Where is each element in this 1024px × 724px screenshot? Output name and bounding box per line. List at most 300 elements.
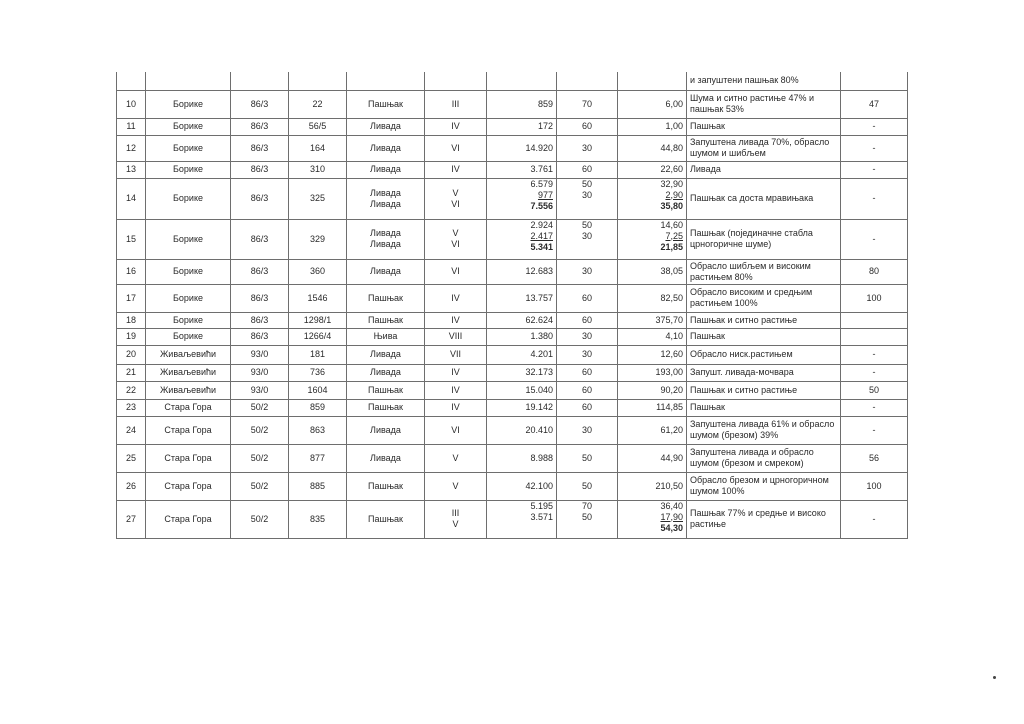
culture-cell	[347, 472, 425, 500]
percent-value: 60	[581, 402, 592, 412]
parcel-number: 329	[289, 219, 347, 259]
table-row	[117, 345, 908, 364]
parcel-number: 360	[289, 259, 347, 284]
last-cell: 47	[841, 90, 908, 118]
last-cell: -	[841, 178, 908, 219]
row-number: 20	[117, 345, 146, 364]
value-cell	[618, 364, 687, 381]
row-number: 10	[117, 90, 146, 118]
cell	[425, 72, 487, 90]
area-value: 6.579	[530, 178, 553, 189]
value-cell	[618, 259, 687, 284]
last-cell: -	[841, 500, 908, 538]
cell	[347, 72, 425, 90]
percent-value: 50	[581, 480, 592, 491]
land-class: III	[451, 98, 460, 109]
area-value: 4.201	[530, 349, 553, 359]
value-amount: 44,90	[660, 452, 683, 463]
percent-value: 30	[581, 142, 592, 153]
last-cell: -	[841, 161, 908, 178]
area-cell	[487, 312, 557, 328]
area-value: 20.410	[525, 424, 553, 435]
last-cell	[841, 328, 908, 345]
land-class: IV	[451, 292, 460, 303]
percent-cell	[557, 135, 618, 161]
value-cell	[618, 118, 687, 135]
cell	[231, 72, 289, 90]
area-value: 13.757	[525, 292, 553, 303]
percent-cell	[557, 284, 618, 312]
culture: Ливада	[370, 142, 401, 153]
percent-cell	[557, 500, 618, 538]
percent-value: 30	[581, 189, 592, 200]
value-amount: 22,60	[660, 164, 683, 174]
land-class-cell	[425, 135, 487, 161]
table-row	[117, 416, 908, 444]
percent-value: 60	[581, 367, 592, 377]
percent-value: 30	[581, 424, 592, 435]
land-class: VIII	[448, 331, 463, 341]
value-cell	[618, 178, 687, 219]
cell	[146, 72, 231, 90]
percent-value: 50	[581, 219, 592, 230]
parcel-number: 181	[289, 345, 347, 364]
area-cell	[487, 364, 557, 381]
parcel-number: 1298/1	[289, 312, 347, 328]
parcel-number: 835	[289, 500, 347, 538]
value-amount: 2,90	[665, 189, 683, 200]
place-name: Борике	[146, 135, 231, 161]
value-amount: 4,10	[665, 331, 683, 341]
last-cell: -	[841, 219, 908, 259]
culture: Пашњак	[368, 314, 403, 325]
land-class: V	[452, 452, 459, 463]
land-class: V	[452, 187, 459, 198]
place-name: Стара Гора	[146, 444, 231, 472]
description-cell: Пашњак 77% и средње и високо растиње	[687, 500, 841, 538]
row-number: 21	[117, 364, 146, 381]
parcel-number: 859	[289, 399, 347, 416]
percent-cell	[557, 178, 618, 219]
row-number: 24	[117, 416, 146, 444]
land-class-cell	[425, 416, 487, 444]
percent-value: 50	[581, 511, 592, 522]
culture: Ливада	[370, 198, 401, 209]
table-row	[117, 135, 908, 161]
last-cell: -	[841, 399, 908, 416]
last-cell: -	[841, 416, 908, 444]
value-cell	[618, 472, 687, 500]
parcel-number: 736	[289, 364, 347, 381]
area-cell	[487, 345, 557, 364]
area-value: 19.142	[525, 402, 553, 412]
land-class-cell	[425, 364, 487, 381]
value-amount: 61,20	[660, 424, 683, 435]
land-class-cell	[425, 381, 487, 399]
culture: Ливада	[370, 367, 401, 377]
culture: Ливада	[370, 424, 401, 435]
cadastral-code: 50/2	[231, 500, 289, 538]
spacer	[490, 523, 553, 534]
culture-cell	[347, 345, 425, 364]
cadastral-code: 50/2	[231, 472, 289, 500]
spacer	[560, 201, 614, 212]
row-number: 25	[117, 444, 146, 472]
land-class: IV	[451, 164, 460, 174]
place-name: Борике	[146, 328, 231, 345]
place-name: Стара Гора	[146, 500, 231, 538]
land-class: IV	[451, 384, 460, 395]
table-row	[117, 219, 908, 259]
land-class-cell	[425, 161, 487, 178]
area-cell	[487, 444, 557, 472]
last-cell: -	[841, 345, 908, 364]
area-value: 15.040	[525, 384, 553, 395]
place-name: Борике	[146, 90, 231, 118]
value-amount: 1,00	[665, 121, 683, 131]
cadastral-code: 86/3	[231, 135, 289, 161]
value-cell	[618, 345, 687, 364]
culture-cell	[347, 444, 425, 472]
table-row-continued	[117, 72, 908, 90]
percent-cell	[557, 161, 618, 178]
value-amount: 375,70	[655, 314, 683, 325]
cadastral-code: 86/3	[231, 259, 289, 284]
table-row	[117, 364, 908, 381]
cell	[289, 72, 347, 90]
parcel-number: 1266/4	[289, 328, 347, 345]
culture: Ливада	[370, 349, 401, 359]
land-class: VI	[451, 266, 460, 276]
percent-value: 30	[581, 331, 592, 341]
land-class-cell	[425, 399, 487, 416]
culture: Ливада	[370, 187, 401, 198]
area-cell	[487, 500, 557, 538]
row-number: 12	[117, 135, 146, 161]
value-cell	[618, 219, 687, 259]
culture: Пашњак	[368, 480, 403, 491]
cadastral-code: 86/3	[231, 328, 289, 345]
land-class-cell	[425, 500, 487, 538]
description-cell: Пашњак	[687, 118, 841, 135]
culture: Ливада	[370, 164, 401, 174]
culture-cell	[347, 284, 425, 312]
place-name: Борике	[146, 219, 231, 259]
land-class: VI	[451, 239, 460, 249]
last-cell	[841, 312, 908, 328]
value-cell	[618, 416, 687, 444]
land-class-cell	[425, 472, 487, 500]
table-row	[117, 472, 908, 500]
percent-value: 30	[581, 266, 592, 276]
place-name: Борике	[146, 118, 231, 135]
culture: Ливада	[370, 121, 401, 131]
land-class: V	[452, 519, 459, 529]
percent-value: 60	[581, 384, 592, 395]
row-number: 23	[117, 399, 146, 416]
culture: Њива	[373, 331, 398, 341]
land-class-cell	[425, 284, 487, 312]
row-number: 13	[117, 161, 146, 178]
table-row	[117, 90, 908, 118]
area-value: 12.683	[525, 266, 553, 276]
parcel-number: 877	[289, 444, 347, 472]
culture-cell	[347, 500, 425, 538]
row-number: 11	[117, 118, 146, 135]
value-amount: 114,85	[656, 402, 683, 412]
description-cell: Пашњак	[687, 399, 841, 416]
spacer	[560, 242, 614, 253]
value-amount: 38,05	[660, 266, 683, 276]
value-cell	[618, 135, 687, 161]
percent-cell	[557, 364, 618, 381]
culture-cell	[347, 381, 425, 399]
culture-cell	[347, 328, 425, 345]
row-number: 15	[117, 219, 146, 259]
description-cell: Пашњак и ситно растиње	[687, 312, 841, 328]
value-cell	[618, 90, 687, 118]
parcel-number: 325	[289, 178, 347, 219]
culture-cell	[347, 416, 425, 444]
description-cell: Обрасло шибљем и високим растињем 80%	[687, 259, 841, 284]
land-class: V	[452, 228, 459, 238]
land-class-cell	[425, 444, 487, 472]
value-amount: 82,50	[660, 292, 683, 303]
percent-value: 60	[581, 314, 592, 325]
parcel-number: 56/5	[289, 118, 347, 135]
area-value: 5.195	[530, 500, 553, 511]
land-class-cell	[425, 90, 487, 118]
value-amount: 44,80	[660, 142, 683, 153]
culture: Пашњак	[368, 513, 403, 524]
percent-cell	[557, 472, 618, 500]
place-name: Стара Гора	[146, 399, 231, 416]
last-cell: -	[841, 364, 908, 381]
area-value: 42.100	[525, 480, 553, 491]
area-cell	[487, 219, 557, 259]
description-cell: Запуштена ливада 70%, обрасло шумом и шибљем	[687, 135, 841, 161]
value-cell	[618, 500, 687, 538]
land-class: III	[451, 508, 460, 518]
cadastral-code: 50/2	[231, 416, 289, 444]
land-class: IV	[451, 121, 460, 131]
area-cell	[487, 472, 557, 500]
value-cell	[618, 284, 687, 312]
parcel-table	[116, 72, 908, 539]
percent-cell	[557, 381, 618, 399]
culture: Пашњак	[368, 98, 403, 109]
percent-cell	[557, 345, 618, 364]
culture: Пашњак	[368, 292, 403, 303]
culture-cell	[347, 178, 425, 219]
percent-value: 30	[581, 230, 592, 241]
area-cell	[487, 259, 557, 284]
row-number: 17	[117, 284, 146, 312]
area-total: 7.556	[530, 200, 553, 211]
table-row	[117, 328, 908, 345]
table-row	[117, 381, 908, 399]
place-name: Борике	[146, 312, 231, 328]
value-amount: 36,40	[660, 500, 683, 511]
place-name: Борике	[146, 161, 231, 178]
percent-value: 60	[581, 121, 592, 131]
land-class-cell	[425, 178, 487, 219]
value-cell	[618, 444, 687, 472]
table-row	[117, 444, 908, 472]
last-cell: -	[841, 135, 908, 161]
culture-cell	[347, 118, 425, 135]
culture-cell	[347, 399, 425, 416]
description-cell: Запуштена ливада 61% и обрасло шумом (брезом) 39%	[687, 416, 841, 444]
cadastral-code: 50/2	[231, 399, 289, 416]
description-cell: Пашњак и ситно растиње	[687, 381, 841, 399]
spacer	[560, 523, 614, 534]
parcel-number: 310	[289, 161, 347, 178]
land-class-cell	[425, 259, 487, 284]
table-body	[117, 72, 908, 538]
area-value: 8.988	[530, 452, 553, 463]
percent-value: 70	[581, 500, 592, 511]
area-cell	[487, 178, 557, 219]
land-class: VI	[451, 424, 460, 435]
value-amount: 193,00	[655, 367, 683, 377]
description-cell: и запуштени пашњак 80%	[687, 72, 841, 90]
percent-cell	[557, 328, 618, 345]
parcel-number: 22	[289, 90, 347, 118]
percent-cell	[557, 312, 618, 328]
description-cell: Обрасло ниск.растињем	[687, 345, 841, 364]
area-cell	[487, 161, 557, 178]
table-row	[117, 284, 908, 312]
percent-cell	[557, 259, 618, 284]
cadastral-code: 86/3	[231, 178, 289, 219]
cadastral-code: 50/2	[231, 444, 289, 472]
percent-value: 70	[581, 98, 592, 109]
table-row	[117, 161, 908, 178]
culture-cell	[347, 259, 425, 284]
value-cell	[618, 328, 687, 345]
description-cell: Шума и ситно растиње 47% и пашњак 53%	[687, 90, 841, 118]
land-class-cell	[425, 328, 487, 345]
culture-cell	[347, 312, 425, 328]
place-name: Стара Гора	[146, 472, 231, 500]
value-cell	[618, 312, 687, 328]
cell	[841, 72, 908, 90]
percent-value: 30	[581, 349, 592, 359]
description-cell: Запушт. ливада-мочвара	[687, 364, 841, 381]
culture: Пашњак	[368, 402, 403, 412]
percent-cell	[557, 118, 618, 135]
area-value: 172	[537, 121, 553, 131]
value-cell	[618, 161, 687, 178]
area-cell	[487, 118, 557, 135]
value-amount: 14,60	[660, 219, 683, 230]
percent-value: 60	[581, 292, 592, 303]
cadastral-code: 86/3	[231, 161, 289, 178]
cell	[117, 72, 146, 90]
cadastral-code: 86/3	[231, 312, 289, 328]
area-value: 62.624	[525, 314, 553, 325]
table-row	[117, 259, 908, 284]
culture: Ливада	[370, 239, 401, 249]
percent-cell	[557, 444, 618, 472]
percent-cell	[557, 219, 618, 259]
place-name: Живаљевићи	[146, 345, 231, 364]
scan-speck	[993, 676, 996, 679]
table-row	[117, 178, 908, 219]
land-class: VI	[451, 198, 460, 209]
last-cell: -	[841, 118, 908, 135]
last-cell: 100	[841, 472, 908, 500]
cell	[618, 72, 687, 90]
description-cell: Пашњак	[687, 328, 841, 345]
value-amount: 90,20	[660, 384, 683, 395]
percent-cell	[557, 399, 618, 416]
area-cell	[487, 399, 557, 416]
percent-value: 50	[581, 452, 592, 463]
area-value: 859	[537, 98, 553, 109]
land-class: V	[452, 480, 459, 491]
land-class-cell	[425, 345, 487, 364]
place-name: Борике	[146, 178, 231, 219]
cadastral-code: 86/3	[231, 90, 289, 118]
value-amount: 210,50	[655, 480, 683, 491]
area-value: 2.417	[530, 230, 553, 241]
culture-cell	[347, 135, 425, 161]
culture-cell	[347, 90, 425, 118]
area-cell	[487, 90, 557, 118]
area-value: 977	[537, 189, 553, 200]
cadastral-code: 86/3	[231, 118, 289, 135]
value-amount: 12,60	[660, 349, 683, 359]
cell	[487, 72, 557, 90]
value-total: 54,30	[660, 522, 683, 533]
table-row	[117, 399, 908, 416]
last-cell: 100	[841, 284, 908, 312]
land-class: IV	[451, 367, 460, 377]
land-class-cell	[425, 312, 487, 328]
culture-cell	[347, 161, 425, 178]
place-name: Борике	[146, 259, 231, 284]
table-row	[117, 118, 908, 135]
place-name: Борике	[146, 284, 231, 312]
area-cell	[487, 381, 557, 399]
value-cell	[618, 399, 687, 416]
percent-cell	[557, 90, 618, 118]
parcel-number: 863	[289, 416, 347, 444]
row-number: 16	[117, 259, 146, 284]
area-cell	[487, 284, 557, 312]
area-total: 5.341	[530, 241, 553, 252]
place-name: Стара Гора	[146, 416, 231, 444]
table-row	[117, 500, 908, 538]
land-class: VI	[451, 142, 460, 153]
table-row	[117, 312, 908, 328]
percent-cell	[557, 416, 618, 444]
parcel-number: 885	[289, 472, 347, 500]
culture: Ливада	[370, 228, 401, 238]
land-class-cell	[425, 118, 487, 135]
parcel-number: 164	[289, 135, 347, 161]
land-class: VII	[449, 349, 461, 359]
culture: Пашњак	[368, 384, 403, 395]
cell	[557, 72, 618, 90]
percent-value: 50	[581, 178, 592, 189]
area-cell	[487, 328, 557, 345]
area-value: 1.380	[530, 331, 553, 341]
culture-cell	[347, 364, 425, 381]
area-value: 32.173	[525, 367, 553, 377]
